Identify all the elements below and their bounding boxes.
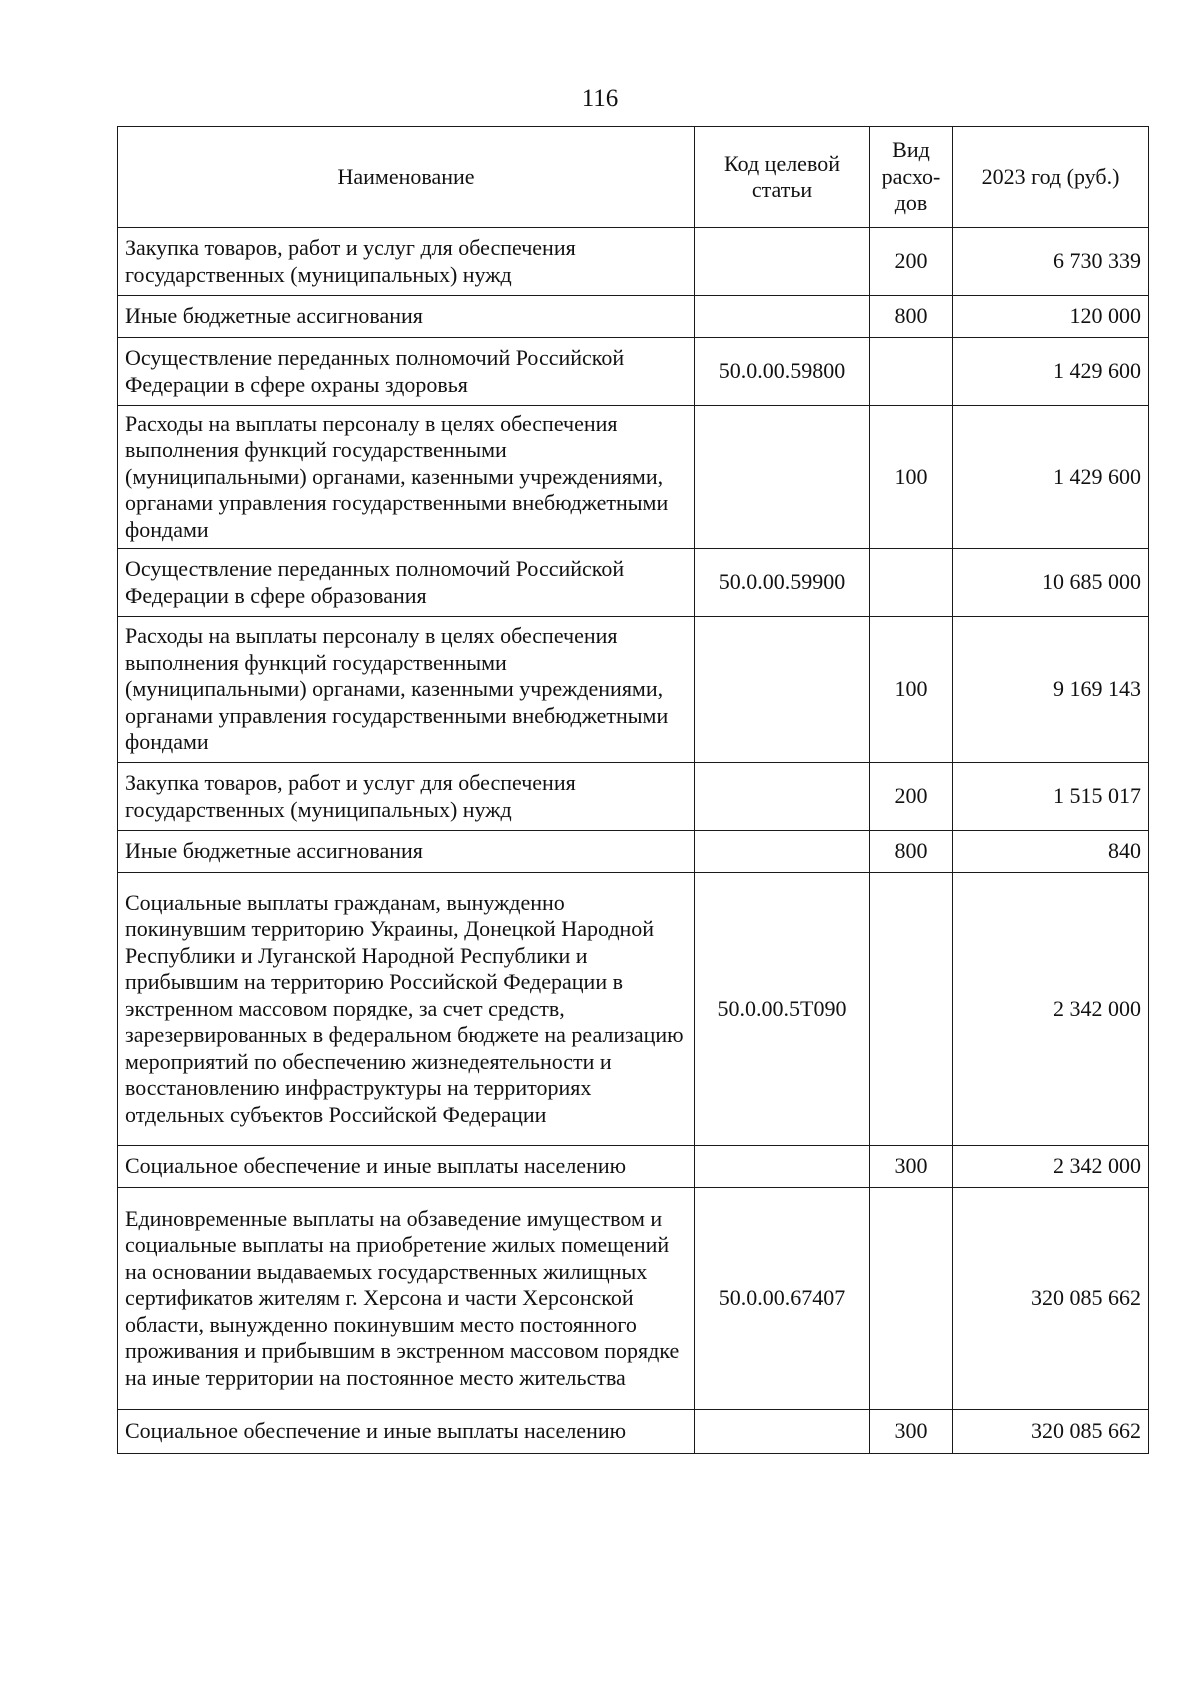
row-amount-cell: 1 429 600 (953, 338, 1149, 406)
row-amount-cell: 120 000 (953, 296, 1149, 338)
table-row (118, 831, 1149, 873)
row-code-cell (695, 763, 870, 831)
row-amount-cell: 2 342 000 (953, 873, 1149, 1146)
table-row (118, 228, 1149, 296)
row-type-cell (870, 873, 953, 1146)
row-name-cell: Иные бюджетные ассигнования (118, 831, 695, 873)
row-type-cell: 100 (870, 406, 953, 549)
row-type-cell: 200 (870, 763, 953, 831)
table-row (118, 406, 1149, 549)
row-amount-cell: 840 (953, 831, 1149, 873)
row-name-cell: Расходы на выплаты персоналу в целях обеспечения выполнения функций государственными (муниципальными) органами, казенными учреждениями, органами управления государственными внебюджетными фондами (118, 406, 695, 549)
table-row (118, 1188, 1149, 1410)
header-amount: 2023 год (руб.) (953, 127, 1149, 228)
table-row (118, 617, 1149, 763)
table-body (118, 228, 1149, 1454)
table-row (118, 763, 1149, 831)
row-type-cell: 800 (870, 831, 953, 873)
row-amount-cell: 320 085 662 (953, 1188, 1149, 1410)
row-name-cell: Единовременные выплаты на обзаведение имуществом и социальные выплаты на приобретение жилых помещений на основании выдаваемых государственных жилищных сертификатов жителям г. Херсона и части Херсонской области, вынужденно покинувшим место постоянного проживания и прибывшим в экстренном массовом порядке на иные территории на постоянное место жительства (118, 1188, 695, 1410)
table-row (118, 1146, 1149, 1188)
row-code-cell: 50.0.00.59900 (695, 549, 870, 617)
row-type-cell: 300 (870, 1410, 953, 1454)
row-type-cell (870, 549, 953, 617)
budget-table (117, 126, 1149, 1454)
row-name-cell: Социальное обеспечение и иные выплаты населению (118, 1146, 695, 1188)
row-name-cell: Расходы на выплаты персоналу в целях обеспечения выполнения функций государственными (муниципальными) органами, казенными учреждениями, органами управления государственными внебюджетными фондами (118, 617, 695, 763)
row-type-cell: 800 (870, 296, 953, 338)
row-code-cell (695, 1410, 870, 1454)
header-code: Код целевой статьи (695, 127, 870, 228)
table-row (118, 873, 1149, 1146)
row-amount-cell: 320 085 662 (953, 1410, 1149, 1454)
table-row (118, 296, 1149, 338)
header-type: Вид расхо-дов (870, 127, 953, 228)
row-amount-cell: 1 515 017 (953, 763, 1149, 831)
table-row (118, 338, 1149, 406)
row-name-cell: Социальное обеспечение и иные выплаты населению (118, 1410, 695, 1454)
row-amount-cell: 6 730 339 (953, 228, 1149, 296)
row-type-cell (870, 338, 953, 406)
page-number: 116 (581, 85, 619, 112)
row-name-cell: Осуществление переданных полномочий Российской Федерации в сфере образования (118, 549, 695, 617)
row-name-cell: Иные бюджетные ассигнования (118, 296, 695, 338)
row-code-cell: 50.0.00.67407 (695, 1188, 870, 1410)
row-amount-cell: 9 169 143 (953, 617, 1149, 763)
row-type-cell (870, 1188, 953, 1410)
row-code-cell (695, 831, 870, 873)
row-amount-cell: 2 342 000 (953, 1146, 1149, 1188)
row-amount-cell: 1 429 600 (953, 406, 1149, 549)
header-name: Наименование (118, 127, 695, 228)
row-code-cell (695, 406, 870, 549)
row-code-cell: 50.0.00.5Т090 (695, 873, 870, 1146)
row-code-cell (695, 228, 870, 296)
table-row (118, 549, 1149, 617)
row-name-cell: Социальные выплаты гражданам, вынужденно покинувшим территорию Украины, Донецкой Народной Республики и Луганской Народной Республики и прибывшим на территорию Российской Федерации в экстренном массовом порядке, за счет средств, зарезервированных в федеральном бюджете на реализацию мероприятий по обеспечению жизнедеятельности и восстановлению инфраструктуры на территориях отдельных субъектов Российской Федерации (118, 873, 695, 1146)
row-code-cell: 50.0.00.59800 (695, 338, 870, 406)
row-code-cell (695, 1146, 870, 1188)
row-type-cell: 300 (870, 1146, 953, 1188)
row-code-cell (695, 617, 870, 763)
row-amount-cell: 10 685 000 (953, 549, 1149, 617)
row-name-cell: Осуществление переданных полномочий Российской Федерации в сфере охраны здоровья (118, 338, 695, 406)
row-type-cell: 100 (870, 617, 953, 763)
row-name-cell: Закупка товаров, работ и услуг для обеспечения государственных (муниципальных) нужд (118, 228, 695, 296)
row-name-cell: Закупка товаров, работ и услуг для обеспечения государственных (муниципальных) нужд (118, 763, 695, 831)
row-code-cell (695, 296, 870, 338)
table-row (118, 1410, 1149, 1454)
table-header-row (118, 127, 1149, 228)
row-type-cell: 200 (870, 228, 953, 296)
